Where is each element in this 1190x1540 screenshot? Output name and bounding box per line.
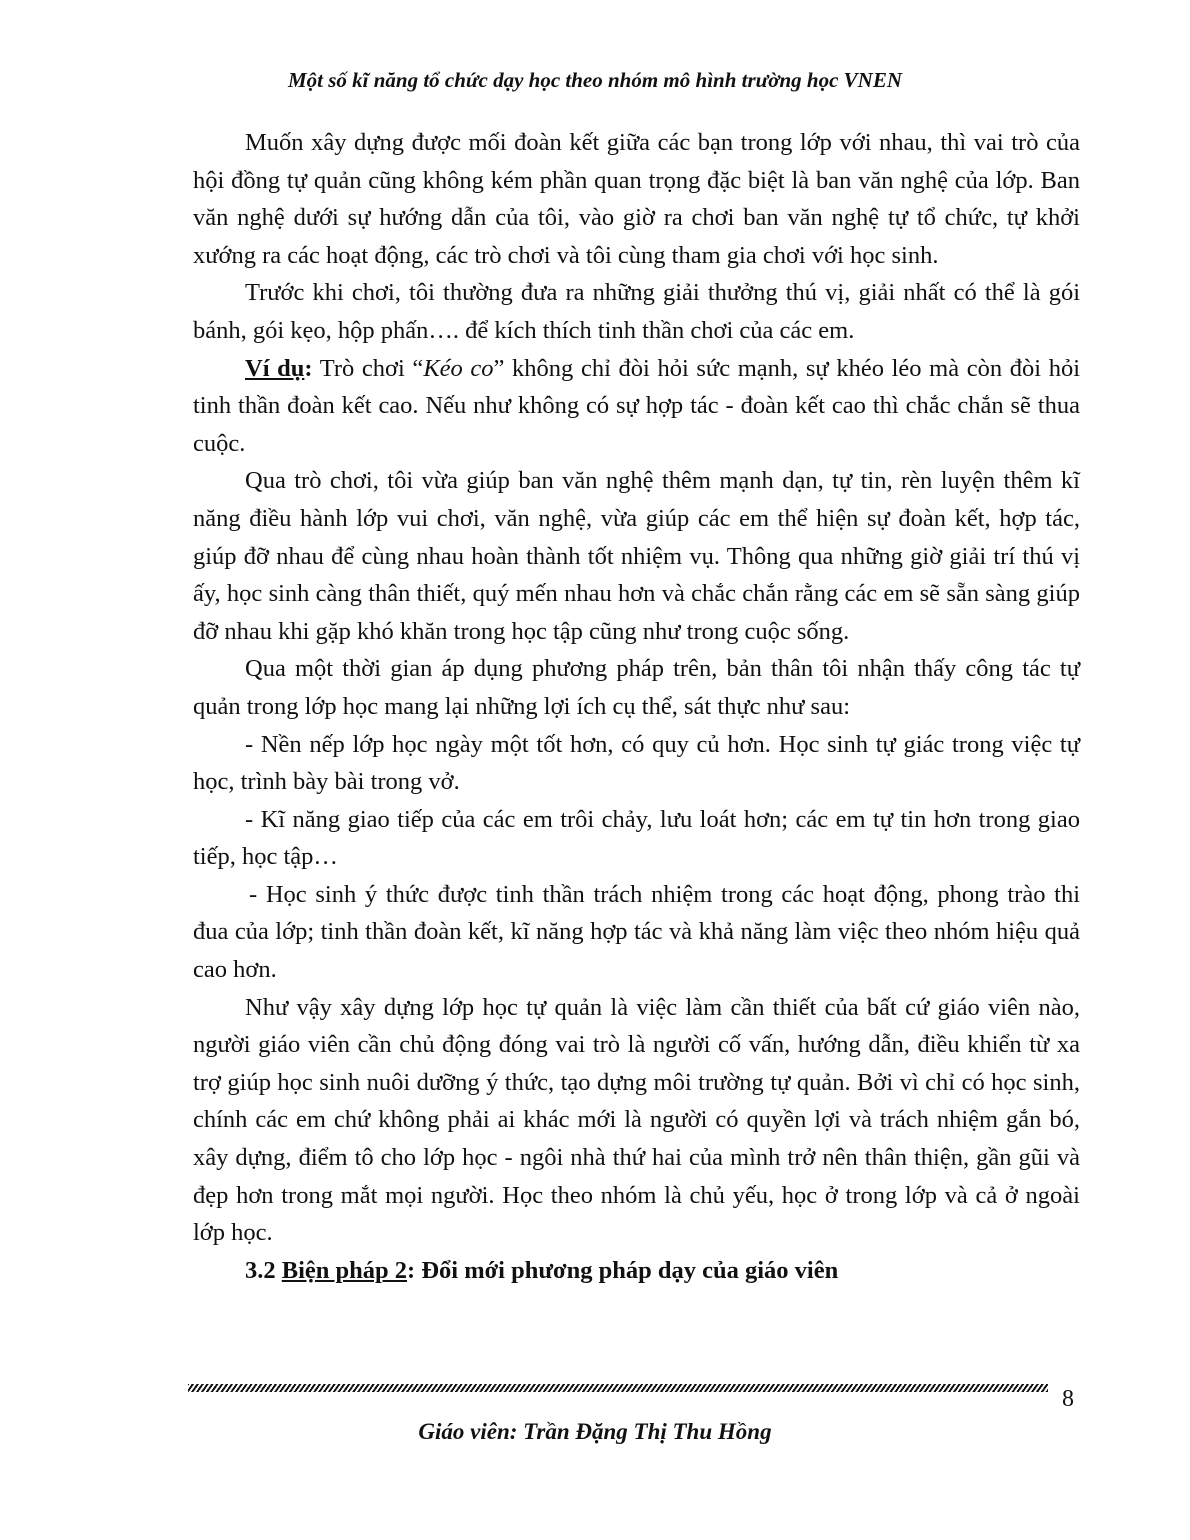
paragraph-self-management-art-committee: Muốn xây dựng được mối đoàn kết giữa các bạn trong lớp với nhau, thì vai trò của hội đồng tự quản cũng không kém phần quan trọng đặc biệt là ban văn nghệ của lớp. Ban văn nghệ dưới sự hướng dẫn của tôi, vào giờ ra chơi ban văn nghệ tự tổ chức, tự khởi xướng ra các hoạt động, các trò chơi và tôi cùng tham gia chơi với học sinh.	[193, 129, 1080, 269]
paragraph-results-intro: Qua một thời gian áp dụng phương pháp trên, bản thân tôi nhận thấy công tác tự quản trong lớp học mang lại những lợi ích cụ thể, sát thực như sau:	[193, 655, 1080, 720]
example-colon: :	[304, 354, 313, 382]
page-number: 8	[1062, 1386, 1074, 1412]
paragraph-prizes: Trước khi chơi, tôi thường đưa ra những giải thưởng thú vị, giải nhất có thể là gói bánh, gói kẹo, hộp phấn…. để kích thích tinh thần chơi của các em.	[193, 279, 1080, 344]
section-number: 3.2	[245, 1256, 282, 1284]
example-text-a: Trò chơi “	[312, 354, 424, 382]
document-body	[193, 124, 1080, 1289]
example-text-b: ” không chỉ đòi hỏi sức mạnh, sự khéo léo mà còn đòi hỏi tinh thần đoàn kết cao. Nếu như không có sự hợp tác - đoàn kết cao thì chắc chắn sẽ thua cuộc.	[193, 354, 1080, 457]
section-heading	[193, 1252, 1080, 1290]
page-footer: Giáo viên: Trần Đặng Thị Thu Hồng	[418, 1419, 772, 1444]
page-header: Một số kĩ năng tổ chức dạy học theo nhóm mô hình trường học VNEN	[287, 68, 903, 92]
game-name: Kéo co	[423, 354, 494, 382]
paragraph-conclusion: Như vậy xây dựng lớp học tự quản là việc làm cần thiết của bất cứ giáo viên nào, người giáo viên cần chủ động đóng vai trò là người cố vấn, hướng dẫn, điều khiển từ xa trợ giúp học sinh nuôi dưỡng ý thức, tạo dựng môi trường tự quản. Bởi vì chỉ có học sinh, chính các em chứ không phải ai khác mới là người có quyền lợi và trách nhiệm gắn bó, xây dựng, điểm tô cho lớp học - ngôi nhà thứ hai của mình trở nên thân thiện, gần gũi và đẹp hơn trong mắt mọi người. Học theo nhóm là chủ yếu, học ở trong lớp và cả ở ngoài lớp học.	[193, 993, 1080, 1247]
footer-divider	[188, 1384, 1048, 1392]
example-label: Ví dụ	[245, 354, 305, 382]
section-title: : Đổi mới phương pháp dạy của giáo viên	[407, 1256, 839, 1284]
bullet-communication: - Kĩ năng giao tiếp của các em trôi chảy, lưu loát hơn; các em tự tin hơn trong giao tiếp, học tập…	[193, 805, 1080, 871]
bullet-discipline: - Nền nếp lớp học ngày một tốt hơn, có quy củ hơn. Học sinh tự giác trong việc tự học, trình bày bài trong vở.	[193, 730, 1080, 796]
paragraph-game-benefits: Qua trò chơi, tôi vừa giúp ban văn nghệ thêm mạnh dạn, tự tin, rèn luyện thêm kĩ năng điều hành lớp vui chơi, văn nghệ, vừa giúp các em thể hiện sự đoàn kết, hợp tác, giúp đỡ nhau để cùng nhau hoàn thành tốt nhiệm vụ. Thông qua những giờ giải trí thú vị ấy, học sinh càng thân thiết, quý mến nhau hơn và chắc chắn rằng các em sẽ sẵn sàng giúp đỡ nhau khi gặp khó khăn trong học tập cũng như trong cuộc sống.	[193, 467, 1080, 645]
bullet-responsibility: - Học sinh ý thức được tinh thần trách nhiệm trong các hoạt động, phong trào thi đua của lớp; tinh thần đoàn kết, kĩ năng hợp tác và khả năng làm việc theo nhóm hiệu quả cao hơn.	[193, 880, 1080, 984]
section-label: Biện pháp 2	[281, 1256, 408, 1284]
paragraph-example	[193, 350, 1080, 463]
